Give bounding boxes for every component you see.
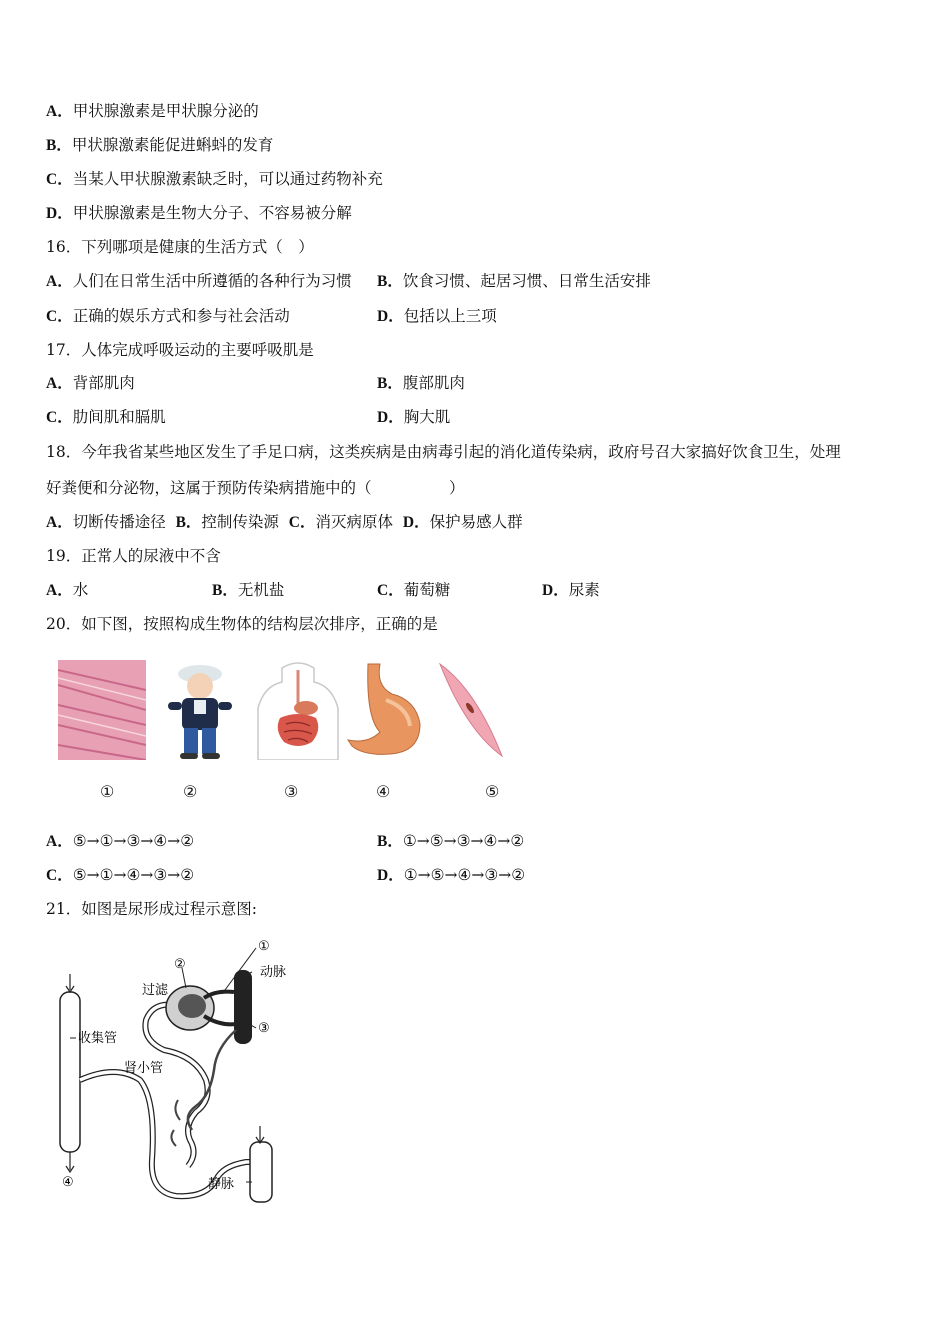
figure-label-3: ③ <box>284 782 299 801</box>
q19-option-c: C．葡萄糖 <box>377 581 451 599</box>
diagram-label-filter: 过滤 <box>142 983 169 998</box>
q15-option-d: D．甲状腺激素是生物大分子、不容易被分解 <box>46 204 352 222</box>
diagram-label-vein: 静脉 <box>208 1177 235 1192</box>
q17-stem: 17．人体完成呼吸运动的主要呼吸肌是 <box>46 341 314 359</box>
q15-option-a: A．甲状腺激素是甲状腺分泌的 <box>46 102 259 120</box>
q16-option-b: B．饮食习惯、起居习惯、日常生活安排 <box>377 272 651 290</box>
q18-option-d: D．保护易感人群 <box>402 513 523 531</box>
baby-image <box>150 660 248 760</box>
q16-stem: 16．下列哪项是健康的生活方式（ ） <box>46 238 314 256</box>
figure-label-1: ① <box>100 782 115 801</box>
q17-option-d: D．胸大肌 <box>377 408 451 426</box>
q19-option-d: D．尿素 <box>542 581 600 599</box>
diagram-number-4: ④ <box>62 1175 74 1190</box>
muscle-cell-image <box>436 660 506 760</box>
urine-formation-diagram <box>46 930 306 1210</box>
q17-option-a: A．背部肌肉 <box>46 374 135 392</box>
diagram-number-2: ② <box>174 957 186 972</box>
q16-option-a: A．人们在日常生活中所遵循的各种行为习惯 <box>46 272 352 290</box>
diagram-label-collecting-duct: 收集管 <box>78 1031 118 1046</box>
q19-option-b: B．无机盐 <box>212 581 285 599</box>
q18-stem-line1: 18．今年我省某些地区发生了手足口病，这类疾病是由病毒引起的消化道传染病，政府号召大家搞好饮食卫生，处理 <box>46 443 841 461</box>
diagram-label-artery: 动脉 <box>260 965 287 980</box>
q20-option-c: C．⑤→①→④→③→② <box>46 866 195 884</box>
figure-label-5: ⑤ <box>485 782 500 801</box>
figure-label-2: ② <box>183 782 198 801</box>
q20-option-d: D．①→⑤→④→③→② <box>377 866 526 884</box>
figure-label-4: ④ <box>376 782 391 801</box>
diagram-number-3: ③ <box>258 1021 270 1036</box>
q20-option-b: B．①→⑤→③→④→② <box>377 832 525 850</box>
q19-option-a: A．水 <box>46 581 89 599</box>
q18-option-a: A．切断传播途径 <box>46 513 166 531</box>
q16-option-d: D．包括以上三项 <box>377 307 497 325</box>
q17-option-c: C．肋间肌和膈肌 <box>46 408 166 426</box>
muscle-tissue-image <box>58 660 146 760</box>
q19-stem: 19．正常人的尿液中不含 <box>46 547 221 565</box>
q18-stem-line2: 好粪便和分泌物，这属于预防传染病措施中的（ ） <box>46 479 465 497</box>
digestive-system-image <box>252 660 344 760</box>
diagram-label-tubule: 肾小管 <box>124 1061 164 1076</box>
q20-stem: 20．如下图，按照构成生物体的结构层次排序，正确的是 <box>46 615 438 633</box>
stomach-image <box>346 660 426 760</box>
q17-option-b: B．腹部肌肉 <box>377 374 465 392</box>
q18-options <box>46 511 523 534</box>
q18-option-b: B．控制传染源 <box>175 513 279 531</box>
q20-option-a: A．⑤→①→③→④→② <box>46 832 195 850</box>
diagram-number-1: ① <box>258 939 270 954</box>
q21-stem: 21．如图是尿形成过程示意图: <box>46 900 257 918</box>
q15-option-c: C．当某人甲状腺激素缺乏时，可以通过药物补充 <box>46 170 383 188</box>
q16-option-c: C．正确的娱乐方式和参与社会活动 <box>46 307 290 325</box>
q18-option-c: C．消灭病原体 <box>288 513 394 531</box>
q15-option-b: B．甲状腺激素能促进蝌蚪的发育 <box>46 136 274 154</box>
